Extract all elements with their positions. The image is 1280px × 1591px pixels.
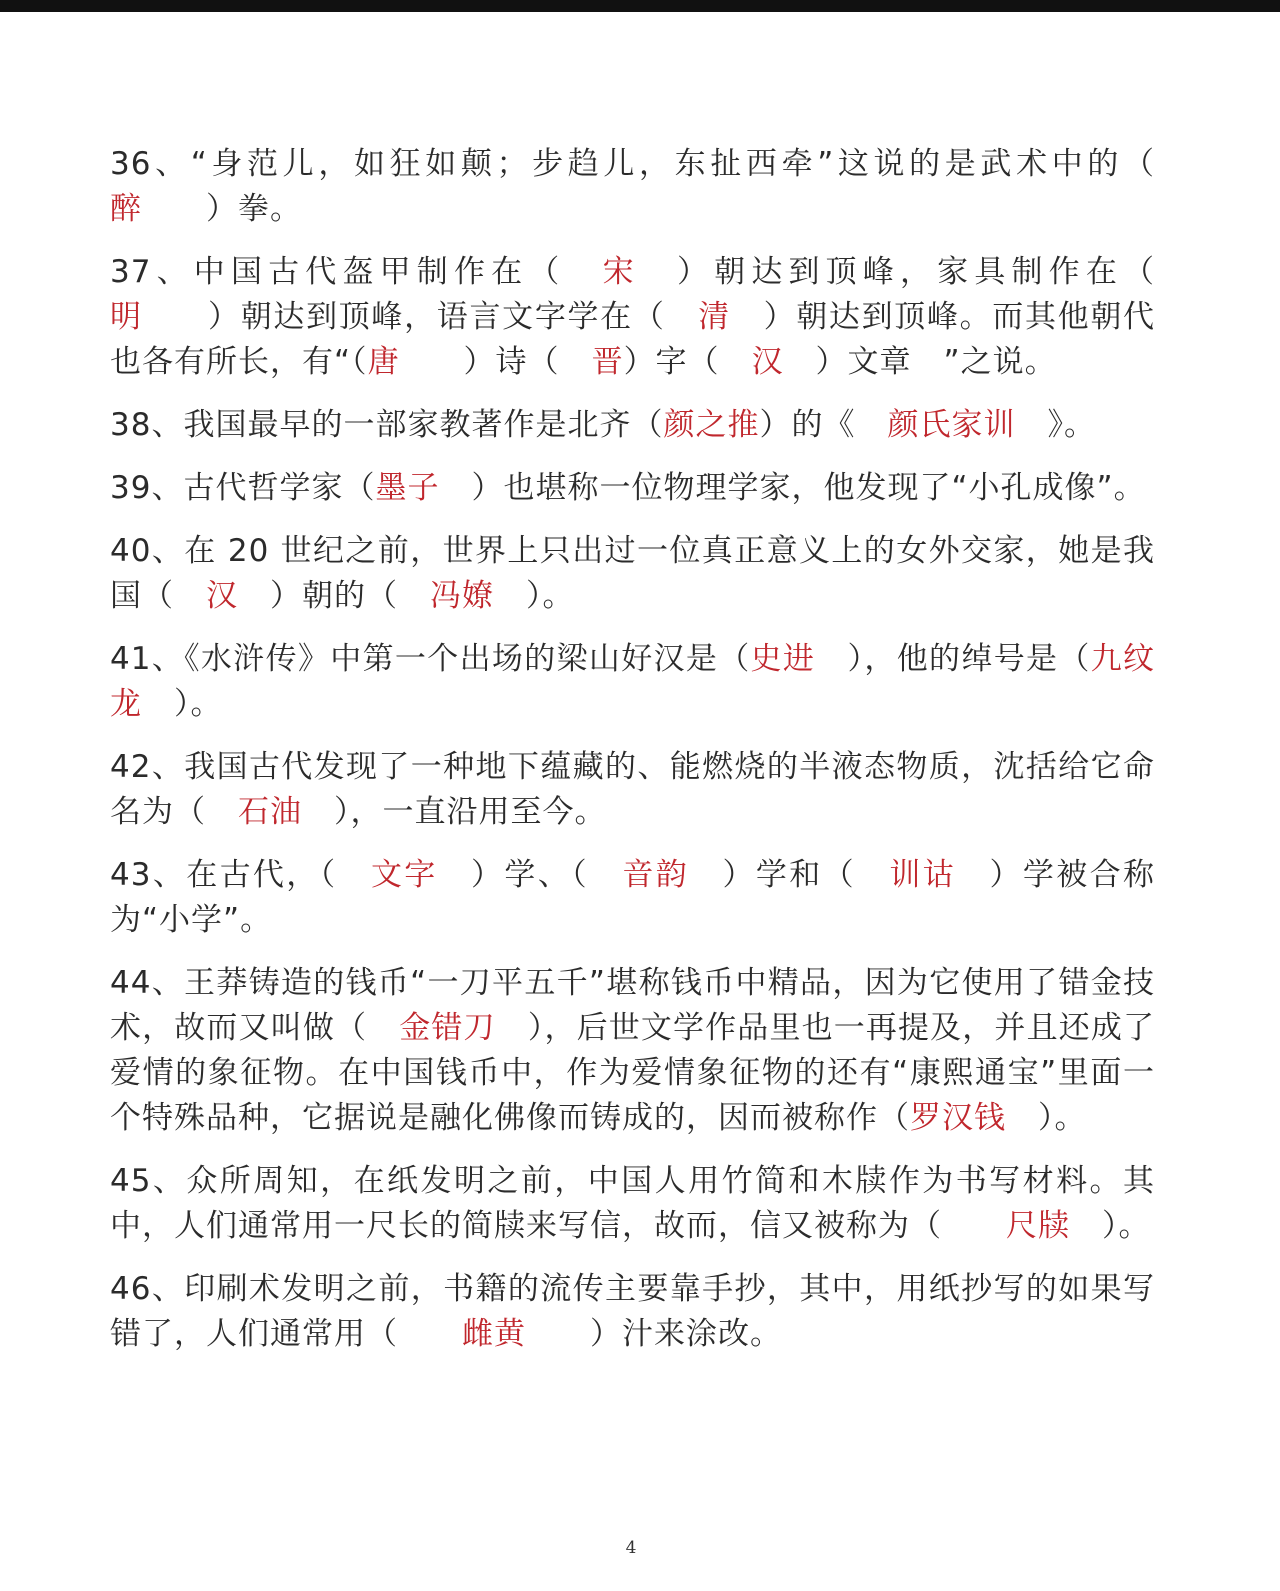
question-text: 45、众所周知，在纸发明之前，中国人用竹简和木牍作为书写材料。其中，人们通常用一尺长的简牍来写信，故而，信又被称为（: [110, 1163, 1155, 1244]
answer-text: 尺牍: [1006, 1208, 1070, 1244]
answer-text: 唐: [367, 344, 400, 380]
answer-text: 墨子: [375, 470, 440, 506]
answer-text: 冯嫽: [430, 578, 494, 614]
answer-text: 训诂: [889, 857, 957, 893]
answer-text: 文字: [370, 857, 438, 893]
answer-text: 宋: [602, 254, 640, 290]
question-text: ）朝达到顶峰，语言文字学在（: [142, 299, 699, 335]
question-39: [110, 466, 1155, 511]
answer-text: 石油: [238, 794, 302, 830]
question-text: ）也堪称一位物理学家，他发现了“小孔成像”。: [439, 470, 1146, 506]
question-43: [110, 853, 1155, 943]
question-text: ），后世文学作品里也一再提及，并且还成了爱情的象征物。在中国钱币中，作为爱情象征物的还有“康熙通宝”里面一个特殊品种，它据说是融化佛像而铸成的，因而被称作（: [110, 1010, 1155, 1136]
answer-text: 九纹龙: [110, 641, 1156, 722]
question-text: 36、“身范儿，如狂如颠；步趋儿，东扯西牵”这说的是武术中的（: [110, 146, 1187, 182]
question-text: 43、在古代，（: [110, 857, 371, 893]
question-text: 42、我国古代发现了一种地下蕴藏的、能燃烧的半液态物质，沈括给它命名为（: [110, 749, 1155, 830]
question-41: [110, 637, 1155, 727]
question-text: ）汁来涂改。: [526, 1316, 782, 1352]
question-text: ）学被合称为“小学”。: [110, 857, 1156, 938]
answer-text: 颜之推: [663, 407, 760, 443]
question-text: ）。: [1070, 1208, 1151, 1244]
question-text: ），一直沿用至今。: [302, 794, 607, 830]
question-36: [110, 142, 1187, 232]
answer-text: 罗汉钱: [910, 1100, 1006, 1136]
top-bar: [0, 0, 1280, 12]
answer-text: 颜氏家训: [887, 407, 1016, 443]
question-text: ）文章 ”之说。: [783, 344, 1057, 380]
answer-text: 雌黄: [462, 1316, 526, 1352]
answer-text: 清: [698, 299, 731, 335]
answer-text: 汉: [206, 578, 238, 614]
answer-text: 音韵: [622, 857, 690, 893]
question-text: ）字（: [623, 344, 752, 380]
answer-text: 金错刀: [399, 1010, 496, 1046]
page-number: 4: [625, 1538, 637, 1558]
question-text: 41、《水浒传》中第一个出场的梁山好汉是（: [110, 641, 751, 677]
question-text: ）学和（: [689, 857, 890, 893]
question-38: [110, 403, 1155, 448]
question-text: ）朝达到顶峰，家具制作在（: [639, 254, 1187, 290]
question-text: ）朝达到顶峰。而其他朝代也各有所长，有“（: [110, 299, 1156, 380]
answer-text: 晋: [591, 344, 624, 380]
question-text: ）朝的（: [238, 578, 430, 614]
question-46: [110, 1267, 1155, 1357]
question-text: ）拳。: [142, 191, 302, 227]
question-45: [110, 1159, 1155, 1249]
question-text: 》。: [1015, 407, 1096, 443]
question-text: 44、王莽铸造的钱币“一刀平五千”堪称钱币中精品，因为它使用了错金技术，故而又叫做（: [110, 965, 1155, 1046]
question-text: ）的《: [759, 407, 888, 443]
question-44: [110, 961, 1155, 1141]
question-text: 37、中国古代盔甲制作在（: [110, 254, 603, 290]
question-text: ）诗（: [399, 344, 592, 380]
question-text: 38、我国最早的一部家教著作是北齐（: [110, 407, 664, 443]
question-37: [110, 250, 1187, 385]
question-text: ）。: [494, 578, 575, 614]
question-text: ）。: [142, 686, 223, 722]
question-list: [110, 142, 1187, 1375]
question-text: 40、在 20 世纪之前，世界上只出过一位真正意义上的女外交家，她是我国（: [110, 533, 1155, 614]
question-text: 46、印刷术发明之前，书籍的流传主要靠手抄，其中，用纸抄写的如果写错了，人们通常用（: [110, 1271, 1155, 1352]
answer-text: 明: [110, 299, 143, 335]
question-text: ）。: [1006, 1100, 1087, 1136]
question-text: 39、古代哲学家（: [110, 470, 376, 506]
answer-text: 史进: [750, 641, 816, 677]
question-42: [110, 745, 1155, 835]
question-text: ）学、（: [437, 857, 623, 893]
answer-text: 醉: [110, 191, 142, 227]
question-40: [110, 529, 1155, 619]
answer-text: 汉: [751, 344, 784, 380]
question-text: ），他的绰号是（: [815, 641, 1091, 677]
